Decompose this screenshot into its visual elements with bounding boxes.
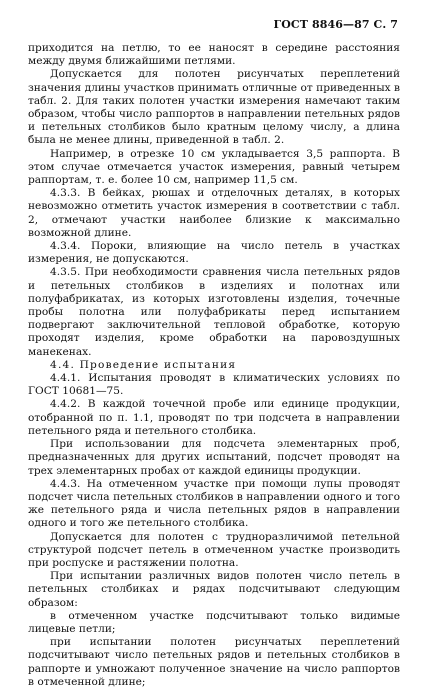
clause-4-4-1: 4.4.1. Испытания проводят в климатических условиях по ГОСТ 10681—75. — [28, 372, 400, 398]
list-item: при испытании полотен рисунчатых переплетений подсчитывают число петельных рядов и петельных столбиков в раппорте и умножают полученное значение на число раппортов в отмеченной длине; — [28, 636, 400, 688]
paragraph: приходится на петлю, то ее наносят в середине расстояния между двумя ближайшими петлями. — [28, 42, 400, 68]
clause-4-4-2: 4.4.2. В каждой точечной пробе или единице продукции, отобранной по п. 1.1, проводят по три подсчета в направлении петельного ряда и петельного столбика. — [28, 398, 400, 437]
page-body — [28, 42, 400, 689]
clause-4-4-3: 4.4.3. На отмеченном участке при помощи лупы проводят подсчет числа петельных столбиков в направлении одного и того же петельного ряда и числа петельных рядов в направлении одного и того же петельного столбика. — [28, 477, 400, 530]
paragraph: Допускается для полотен с трудноразличимой петельной структурой подсчет петель в отмеченном участке производить при роспуске и растяжении полотна. — [28, 530, 400, 569]
paragraph: При испытании различных видов полотен число петель в петельных столбиках и рядах подсчитывают следующим образом: — [28, 570, 400, 609]
paragraph: Допускается для полотен рисунчатых переплетений значения длины участков принимать отличные от приведенных в табл. 2. Для таких полотен участки измерения намечают таким образом, чтобы число раппортов в направлении петельных рядов и петельных столбиков было кратным целому числу, а длина была не менее длины, приведенной в табл. 2. — [28, 68, 400, 147]
list-item: в отмеченном участке подсчитывают только видимые лицевые петли; — [28, 609, 400, 635]
section-heading-4-4 — [28, 359, 400, 372]
page-header: ГОСТ 8846—87 С. 7 — [273, 18, 398, 31]
clause-4-3-5: 4.3.5. При необходимости сравнения числа петельных рядов и петельных столбиков в изделиях и полотнах или полуфабрикатах, из которых изготовлены изделия, точечные пробы полотна или полуфабрикаты перед испытанием подвергают заключительной тепловой обработке, которую проходят изделия, кроме обработки на паровоздушных манекенах. — [28, 266, 400, 358]
section-heading-text: 4.4. Проведение испытания — [50, 358, 237, 371]
paragraph: При использовании для подсчета элементарных проб, предназначенных для других испытаний, подсчет проводят на трех элементарных пробах от каждой единицы продукции. — [28, 438, 400, 477]
paragraph: Например, в отрезке 10 см укладывается 3,5 раппорта. В этом случае отмечается участок измерения, равный четырем раппортам, т. е. более 10 см, например 11,5 см. — [28, 147, 400, 187]
clause-4-3-4: 4.3.4. Пороки, влияющие на число петель в участках измерения, не допускаются. — [28, 240, 400, 266]
clause-4-3-3: 4.3.3. В бейках, рюшах и отделочных деталях, в которых невозможно отметить участок измерения в соответствии с табл. 2, отмечают участки наиболее близкие к максимально возможной длине. — [28, 187, 400, 239]
